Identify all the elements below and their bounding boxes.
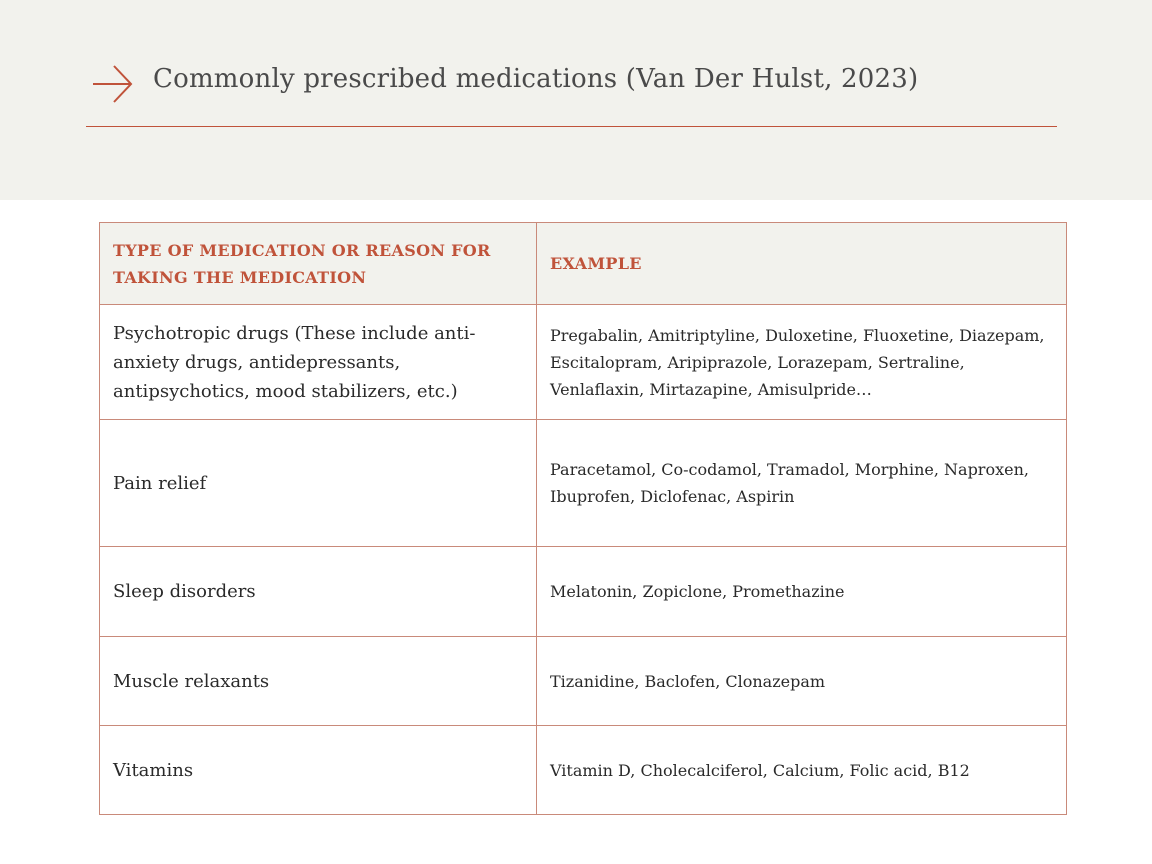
title-divider [86,126,1057,127]
medication-type-cell: Pain relief [100,420,537,547]
table-row [100,305,1067,420]
medication-example-cell: Tizanidine, Baclofen, Clonazepam [537,637,1067,726]
column-header-example: EXAMPLE [537,223,1067,305]
medication-type-cell: Vitamins [100,726,537,815]
table-row [100,420,1067,547]
medication-example-cell: Melatonin, Zopiclone, Promethazine [537,547,1067,637]
medication-example-cell: Paracetamol, Co-codamol, Tramadol, Morphine, Naproxen, Ibuprofen, Diclofenac, Aspirin [537,420,1067,547]
page-title: Commonly prescribed medications (Van Der Hulst, 2023) [153,64,919,94]
medication-example-cell: Pregabalin, Amitriptyline, Duloxetine, Fluoxetine, Diazepam, Escitalopram, Aripiprazole, Lorazepam, Sertraline, Venlaflaxin, Mirtazapine, Amisulpride… [537,305,1067,420]
arrow-right-icon [92,64,134,104]
table-row [100,547,1067,637]
table-row [100,726,1067,815]
medication-type-cell: Sleep disorders [100,547,537,637]
table-header-row [100,223,1067,305]
medication-type-cell: Psychotropic drugs (These include anti-anxiety drugs, antidepressants, antipsychotics, mood stabilizers, etc.) [100,305,537,420]
medication-example-cell: Vitamin D, Cholecalciferol, Calcium, Folic acid, B12 [537,726,1067,815]
medication-type-cell: Muscle relaxants [100,637,537,726]
column-header-type: TYPE OF MEDICATION OR REASON FOR TAKING THE MEDICATION [100,223,537,305]
medications-table [99,222,1067,815]
header-band [0,0,1152,200]
table-row [100,637,1067,726]
